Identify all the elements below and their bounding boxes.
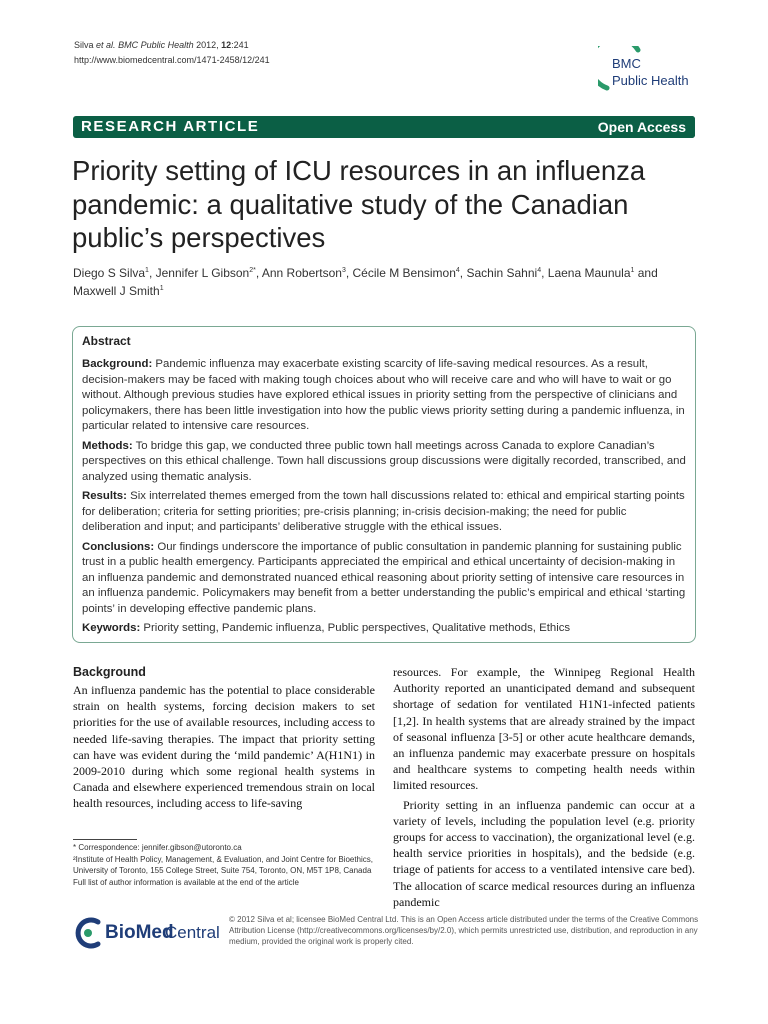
publisher-logo xyxy=(73,916,223,950)
author-separator: and xyxy=(634,266,658,280)
article-type-label: RESEARCH ARTICLE xyxy=(81,118,260,135)
abstract-section-text: Six interrelated themes emerged from the town hall discussions related to: ethical and empirical starting points for deliberation; criteria for setting priorities; pre-crisis planning; in-crisis decision-making; the need for public deliberation and input; and participants’ deliberative struggle with the ethical issues. xyxy=(82,490,685,533)
abstract-section-text: Pandemic influenza may exacerbate existing scarcity of life-saving medical resources. As a result, decision-makers may be faced with making tough choices about who will receive care and who will have to wait or go without. Although previous studies have explored ethical issues in priority setting from the perspective of clinicians and policymakers, there has been little investigation into how the public views priority setting during a pandemic influenza, in particular related to intensive care resources. xyxy=(82,358,685,432)
biomed-central-swoosh-icon xyxy=(73,916,103,950)
author-name[interactable]: Diego S Silva xyxy=(73,266,146,280)
author-name[interactable]: Maxwell J Smith xyxy=(73,284,160,298)
body-column-right xyxy=(393,664,695,910)
journal-logo-line2: Public Health xyxy=(612,73,689,88)
body-paragraph: resources. For example, the Winnipeg Regional Health Authority reported an unanticipated demand and subsequent shortage of sedation for ventilated H1N1-infected patients [1,2]. In health systems that are already strained by the impact of seasonal influenza [3-5] or other acute healthcare demands, an influenza pandemic may exacerbate pressure on hospitals and healthcare systems to competing health needs within limited resources. xyxy=(393,665,695,793)
abstract-section-label: Keywords: xyxy=(82,622,141,634)
abstract-section-text: To bridge this gap, we conducted three public town hall meetings across Canada to explore Canadian’s perspectives on this ethical challenge. Town hall discussions group discussions were digitally recorded, transcribed, and analyzed using thematic analysis. xyxy=(82,439,686,483)
citation-volume: 12 xyxy=(221,40,232,50)
author-name[interactable]: Jennifer L Gibson xyxy=(155,266,250,280)
license-text: © 2012 Silva et al; licensee BioMed Central Ltd. This is an Open Access article distributed under the terms of the Creative Commons Attribution License (http://creativecommons.org/licenses/by/2.0), which permits unrestricted use, distribution, and reproduction in any medium, provided the original work is properly cited. xyxy=(229,915,699,946)
author-info-note: Full list of author information is available at the end of the article xyxy=(73,877,299,887)
body-paragraph: Priority setting in an influenza pandemic can occur at a variety of levels, including the population level (e.g. priority groups for access to vaccination), the organizational level (e.g. health service priorities in hospitals), and the bedside (e.g. triage of patients for access to a ventilated intensive care bed). The allocation of scarce medical resources during an influenza pandemic xyxy=(393,797,695,909)
body-column-left xyxy=(73,664,375,812)
citation-article: :241 xyxy=(231,40,249,50)
author-name[interactable]: Ann Robertson xyxy=(261,266,342,280)
author-list xyxy=(73,264,703,300)
header-citation xyxy=(74,38,270,68)
author-affiliation: 4 xyxy=(455,267,460,274)
abstract-section-label: Results: xyxy=(82,490,127,502)
author-separator: , xyxy=(345,266,353,280)
journal-logo xyxy=(598,46,708,98)
author-name[interactable]: Cécile M Bensimon xyxy=(352,266,456,280)
author-affiliation: 1 xyxy=(630,267,635,274)
citation-journal: BMC Public Health xyxy=(118,40,194,50)
abstract-section-label: Background: xyxy=(82,358,153,370)
citation-et-al: et al. xyxy=(96,40,116,50)
abstract-section-label: Methods: xyxy=(82,439,133,452)
footnotes xyxy=(73,842,375,888)
correspondence-note: * Correspondence: jennifer.gibson@utoronto.ca xyxy=(73,843,242,852)
open-access-label: Open Access xyxy=(589,116,695,138)
abstract-box xyxy=(72,326,696,643)
author-separator: , xyxy=(148,266,156,280)
citation-line xyxy=(74,38,270,53)
author-affiliation: 1 xyxy=(159,285,164,292)
abstract-section xyxy=(82,540,688,618)
author-separator: , xyxy=(459,266,467,280)
author-affiliation: 2* xyxy=(249,267,256,274)
author-separator: , xyxy=(255,266,262,280)
article-type-banner xyxy=(73,116,695,138)
author-affiliation: 1 xyxy=(145,267,149,274)
author-affiliation: 3 xyxy=(341,267,346,274)
footnote-rule xyxy=(73,839,137,840)
abstract-section-text: Priority setting, Pandemic influenza, Public perspectives, Qualitative methods, Ethics xyxy=(143,622,571,634)
publisher-logo-bold: BioMed xyxy=(105,922,174,943)
abstract-section xyxy=(82,621,688,637)
abstract-section-text: Our findings underscore the importance of public consultation in pandemic planning for sustaining public trust in a public health emergency. Participants appreciated the empirical and ethical uncertainty of decision-making in an influenza pandemic and demonstrated nuanced ethical reasoning about priority setting of intensive care resources in an influenza pandemic. Policymakers may benefit from a better understanding the public’s empirical and ethical ‘starting points’ in developing effective pandemic plans. xyxy=(82,540,686,615)
author-affiliation: 4 xyxy=(537,267,542,274)
citation-author: Silva xyxy=(74,40,94,50)
author-separator: , xyxy=(541,266,548,280)
abstract-section xyxy=(82,489,688,536)
article-title: Priority setting of ICU resources in an influenza pandemic: a qualitative study of the Canadian public’s perspectives xyxy=(72,155,646,253)
author-name[interactable]: Laena Maunula xyxy=(547,266,631,280)
section-heading: Background xyxy=(73,665,146,679)
abstract-section-label: Conclusions: xyxy=(82,540,155,553)
article-url[interactable]: http://www.biomedcentral.com/1471-2458/12/241 xyxy=(74,55,270,65)
abstract-body xyxy=(82,357,688,641)
journal-logo-arc-icon xyxy=(598,46,708,98)
journal-logo-line1: BMC xyxy=(612,56,641,71)
affiliation-note: ²Institute of Health Policy, Management, & Evaluation, and Joint Centre for Bioethics, University of Toronto, 155 College Street, Suite 754, Toronto, ON, M5T 1P8, Canada xyxy=(73,854,374,875)
abstract-section xyxy=(82,357,688,435)
publisher-logo-regular: Central xyxy=(165,923,220,942)
abstract-heading: Abstract xyxy=(82,334,131,348)
abstract-section xyxy=(82,439,688,486)
citation-year: 2012, xyxy=(196,40,219,50)
author-name[interactable]: Sachin Sahni xyxy=(466,266,538,280)
body-paragraph: An influenza pandemic has the potential to place considerable strain on health systems, forcing decision makers to set priorities for the use of available resources, including access to needed life-saving therapies. The impact that priority setting can have was evident during the ‘mild pandemic’ A(H1N1) in 2009-2010 during which some regional health systems in Canada and elsewhere experienced tremendous strain on local health resources, including access to life-saving xyxy=(73,683,375,811)
